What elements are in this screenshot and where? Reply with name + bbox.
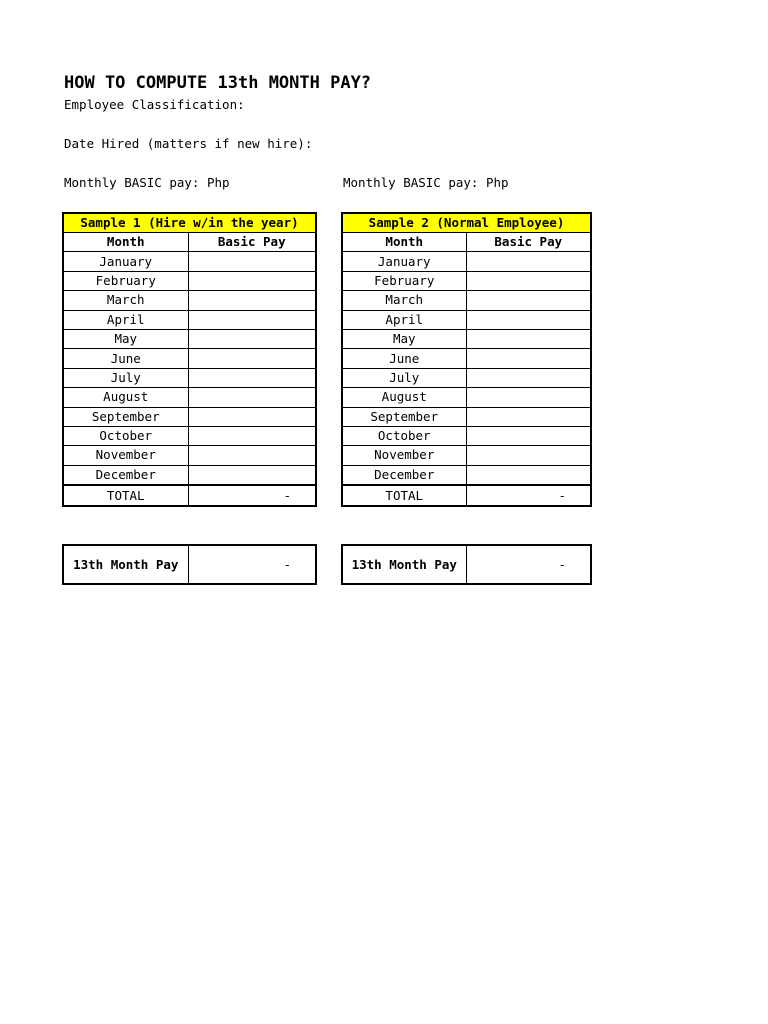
month-cell: June: [342, 349, 466, 368]
basic-pay-cell[interactable]: [466, 407, 591, 426]
sample-1-table: [62, 212, 317, 507]
basic-pay-cell[interactable]: [188, 368, 316, 387]
table-row: [342, 446, 591, 465]
table-row: [63, 465, 316, 485]
month-cell: March: [342, 291, 466, 310]
table-row: [63, 291, 316, 310]
employee-classification-label: Employee Classification:: [64, 97, 245, 112]
basic-pay-cell[interactable]: [188, 271, 316, 290]
basic-pay-cell[interactable]: [466, 252, 591, 271]
month-cell: October: [63, 426, 188, 445]
basic-pay-cell[interactable]: [188, 329, 316, 348]
month-cell: October: [342, 426, 466, 445]
month-cell: July: [342, 368, 466, 387]
table-row: [342, 252, 591, 271]
date-hired-label: Date Hired (matters if new hire):: [64, 136, 313, 151]
sample-1-heading: Sample 1 (Hire w/in the year): [63, 213, 316, 233]
month-cell: September: [63, 407, 188, 426]
total-row: [63, 485, 316, 506]
table-row: [342, 465, 591, 485]
table-row: [342, 329, 591, 348]
basic-pay-cell[interactable]: [466, 310, 591, 329]
table-row: [63, 349, 316, 368]
month-cell: June: [63, 349, 188, 368]
table-row: [63, 426, 316, 445]
month-cell: May: [342, 329, 466, 348]
month-cell: August: [342, 388, 466, 407]
table-row: [63, 310, 316, 329]
thirteenth-month-pay-label: 13th Month Pay: [63, 545, 188, 584]
month-cell: July: [63, 368, 188, 387]
table-row: [342, 368, 591, 387]
basic-pay-column-header: Basic Pay: [466, 233, 591, 252]
month-cell: November: [342, 446, 466, 465]
monthly-basic-pay-label-2: Monthly BASIC pay: Php: [343, 175, 509, 190]
basic-pay-cell[interactable]: [188, 291, 316, 310]
month-cell: May: [63, 329, 188, 348]
thirteenth-month-pay-value: -: [466, 545, 591, 584]
table-row: [342, 291, 591, 310]
month-cell: August: [63, 388, 188, 407]
total-row: [342, 485, 591, 506]
month-cell: January: [342, 252, 466, 271]
table-row: [63, 446, 316, 465]
total-label: TOTAL: [342, 485, 466, 506]
basic-pay-cell[interactable]: [188, 310, 316, 329]
table-row: [342, 407, 591, 426]
thirteenth-month-pay-value: -: [188, 545, 316, 584]
basic-pay-cell[interactable]: [188, 465, 316, 485]
basic-pay-cell[interactable]: [466, 271, 591, 290]
month-column-header: Month: [63, 233, 188, 252]
month-cell: January: [63, 252, 188, 271]
basic-pay-cell[interactable]: [188, 407, 316, 426]
basic-pay-cell[interactable]: [466, 446, 591, 465]
basic-pay-cell[interactable]: [466, 329, 591, 348]
table-row: [63, 329, 316, 348]
thirteenth-month-pay-box-1: [62, 544, 317, 585]
month-cell: November: [63, 446, 188, 465]
month-cell: September: [342, 407, 466, 426]
table-row: [63, 252, 316, 271]
table-row: [342, 271, 591, 290]
basic-pay-cell[interactable]: [466, 349, 591, 368]
month-cell: April: [342, 310, 466, 329]
table-row: [63, 407, 316, 426]
thirteenth-month-pay-label: 13th Month Pay: [342, 545, 466, 584]
basic-pay-cell[interactable]: [466, 368, 591, 387]
sample-2-heading: Sample 2 (Normal Employee): [342, 213, 591, 233]
month-cell: April: [63, 310, 188, 329]
thirteenth-month-pay-box-2: [341, 544, 592, 585]
month-cell: December: [342, 465, 466, 485]
month-cell: March: [63, 291, 188, 310]
basic-pay-cell[interactable]: [188, 426, 316, 445]
table-row: [342, 426, 591, 445]
table-row: [63, 271, 316, 290]
table-row: [63, 368, 316, 387]
month-cell: February: [63, 271, 188, 290]
basic-pay-cell[interactable]: [466, 388, 591, 407]
month-cell: December: [63, 465, 188, 485]
monthly-basic-pay-label-1: Monthly BASIC pay: Php: [64, 175, 230, 190]
total-value: -: [466, 485, 591, 506]
month-cell: February: [342, 271, 466, 290]
basic-pay-cell[interactable]: [466, 291, 591, 310]
table-row: [342, 310, 591, 329]
basic-pay-column-header: Basic Pay: [188, 233, 316, 252]
page-title: HOW TO COMPUTE 13th MONTH PAY?: [64, 73, 372, 93]
table-row: [342, 349, 591, 368]
basic-pay-cell[interactable]: [188, 349, 316, 368]
table-row: [342, 388, 591, 407]
month-column-header: Month: [342, 233, 466, 252]
total-label: TOTAL: [63, 485, 188, 506]
basic-pay-cell[interactable]: [188, 388, 316, 407]
total-value: -: [188, 485, 316, 506]
basic-pay-cell[interactable]: [466, 465, 591, 485]
basic-pay-cell[interactable]: [188, 252, 316, 271]
basic-pay-cell[interactable]: [188, 446, 316, 465]
table-row: [63, 388, 316, 407]
basic-pay-cell[interactable]: [466, 426, 591, 445]
sample-2-table: [341, 212, 592, 507]
